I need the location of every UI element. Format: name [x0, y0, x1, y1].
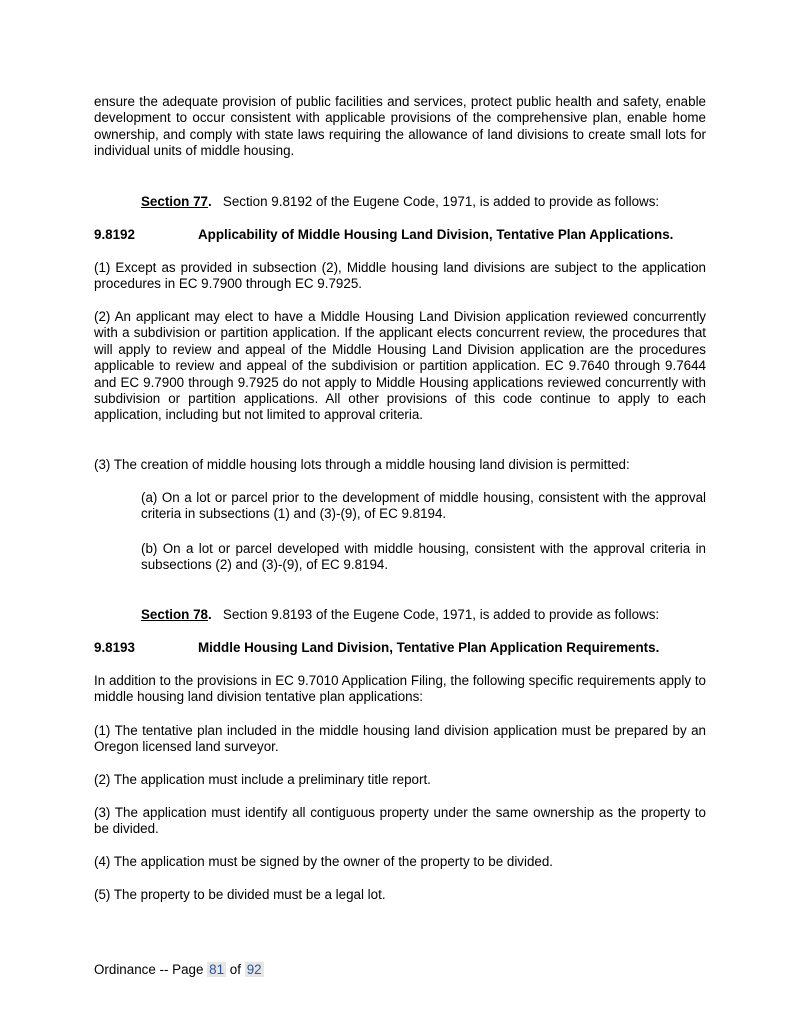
section-78-label: Section 78 [141, 607, 208, 622]
heading-9-8193 [94, 640, 706, 656]
requirement-3: (3) The application must identify all contiguous property under the same ownership as the property to be divided. [94, 805, 706, 837]
heading-9-8192 [94, 227, 706, 243]
heading-title: Applicability of Middle Housing Land Division, Tentative Plan Applications. [198, 227, 674, 242]
requirement-2: (2) The application must include a preliminary title report. [94, 772, 431, 787]
requirement-1: (1) The tentative plan included in the middle housing land division application must be prepared by an Oregon licensed land surveyor. [94, 723, 706, 755]
subsection-1: (1) Except as provided in subsection (2), Middle housing land divisions are subject to the application procedures in EC 9.7900 through EC 9.7925. [94, 260, 706, 292]
section-78-text: Section 9.8193 of the Eugene Code, 1971, is added to provide as follows: [222, 607, 660, 622]
subsection-3a: (a) On a lot or parcel prior to the development of middle housing, consistent with the approval criteria in subsections (1) and (3)-(9), of EC 9.8194. [141, 490, 706, 522]
requirement-4: (4) The application must be signed by the owner of the property to be divided. [94, 854, 554, 869]
total-page-count: 92 [246, 962, 262, 977]
section-77-label: Section 77 [141, 194, 208, 209]
subsection-2: (2) An applicant may elect to have a Middle Housing Land Division application reviewed concurrently with a subdivision or partition application. If the applicant elects concurrent review, the procedures that will apply to review and appeal of the Middle Housing Land Division application are the procedures applicable to review and appeal of the subdivision or partition application. EC 9.7640 through 9.7644 and EC 9.7900 through 9.7925 do not apply to Middle Housing applications reviewed concurrently with subdivision or partition applications. All other provisions of this code continue to apply to each application, including but not limited to approval criteria. [94, 309, 706, 423]
heading-number: 9.8192 [94, 227, 135, 242]
section-77-text: Section 9.8192 of the Eugene Code, 1971, is added to provide as follows: [222, 194, 660, 209]
intro-paragraph: ensure the adequate provision of public facilities and services, protect public health and safety, enable development to occur consistent with applicable provisions of the comprehensive plan, enable home ownership, and comply with state laws requiring the allowance of land divisions to create small lots for individual units of middle housing. [94, 94, 706, 159]
subsection-3: (3) The creation of middle housing lots through a middle housing land division is permitted: [94, 457, 630, 472]
subsection-3b: (b) On a lot or parcel developed with middle housing, consistent with the approval criteria in subsections (2) and (3)-(9), of EC 9.8194. [141, 541, 706, 573]
requirements-intro: In addition to the provisions in EC 9.7010 Application Filing, the following specific requirements apply to middle housing land division tentative plan applications: [94, 673, 706, 705]
heading-number: 9.8193 [94, 640, 135, 655]
page-footer [94, 962, 264, 978]
heading-title: Middle Housing Land Division, Tentative Plan Application Requirements. [198, 640, 660, 655]
footer-prefix: Ordinance -- Page [94, 962, 204, 977]
current-page-number: 81 [209, 962, 225, 977]
requirement-5: (5) The property to be divided must be a legal lot. [94, 887, 386, 902]
section-78-line: Section 78. Section 9.8193 of the Eugene Code, 1971, is added to provide as follows: [141, 607, 660, 622]
footer-of: of [229, 962, 241, 977]
section-77-line: Section 77. Section 9.8192 of the Eugene Code, 1971, is added to provide as follows: [141, 194, 660, 209]
